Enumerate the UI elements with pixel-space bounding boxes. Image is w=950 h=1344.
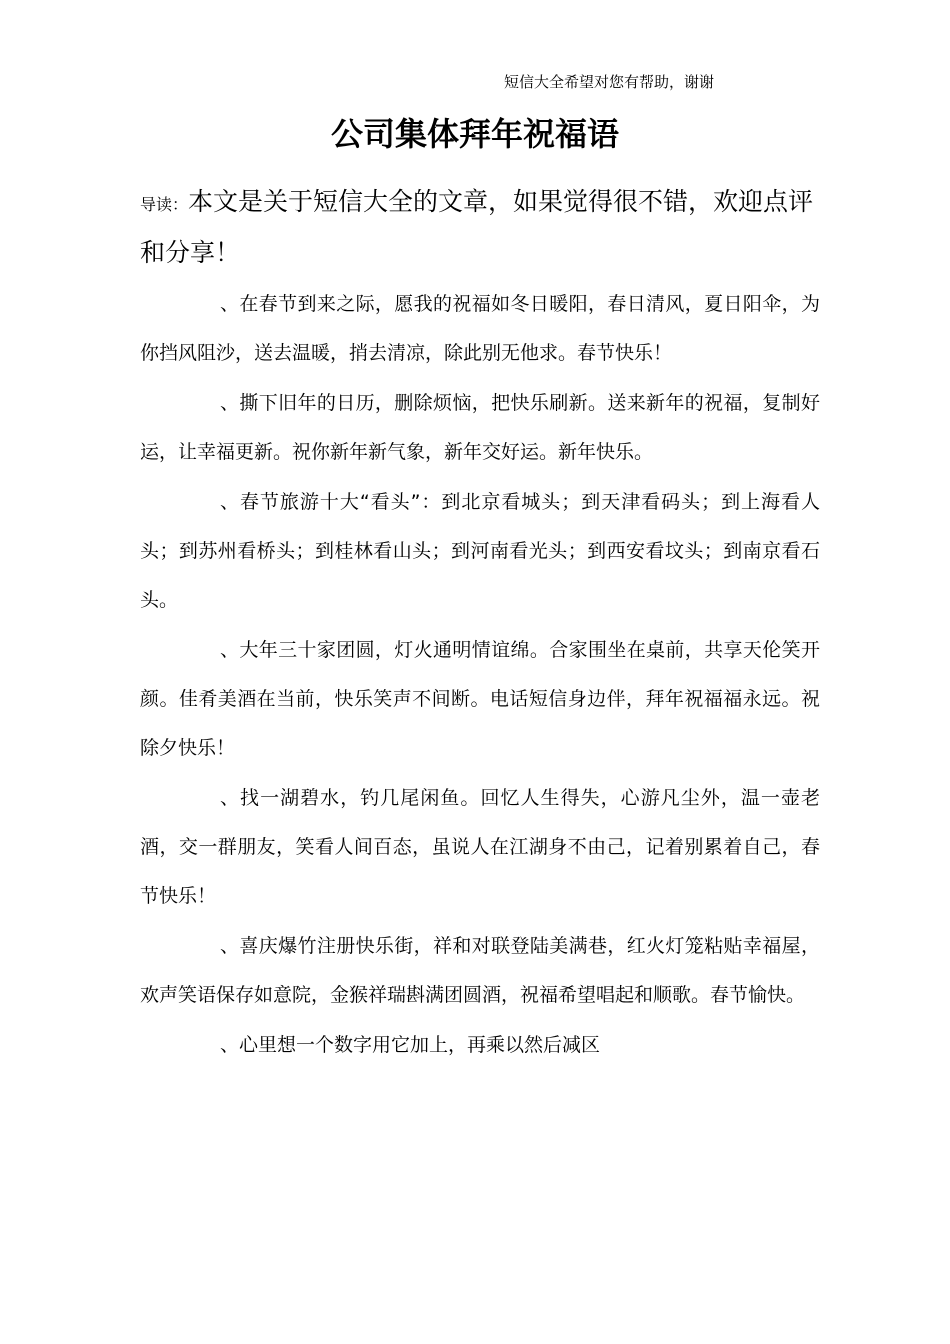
- intro-label: 导读：: [140, 195, 189, 214]
- document-title: 公司集体拜年祝福语: [330, 115, 619, 153]
- intro-paragraph: [140, 178, 820, 277]
- greeting-paragraph-6: 、喜庆爆竹注册快乐街，祥和对联登陆美满巷，红火灯笼粘贴幸福屋，欢声笑语保存如意院，金猴祥瑞斟满团圆酒，祝福希望唱起和顺歌。春节愉快。: [140, 935, 820, 1006]
- greeting-paragraph-4: 、大年三十家团圆，灯火通明情谊绵。合家围坐在桌前，共享天伦笑开颜。佳肴美酒在当前，快乐笑声不间断。电话短信身边伴，拜年祝福福永远。祝除夕快乐！: [140, 639, 820, 759]
- greeting-paragraph-3: 、春节旅游十大“看头”：到北京看城头；到天津看码头；到上海看人头；到苏州看桥头；到桂林看山头；到河南看光头；到西安看坟头；到南京看石头。: [140, 491, 820, 611]
- greeting-paragraph-5: 、找一湖碧水，钓几尾闲鱼。回忆人生得失，心游凡尘外，温一壶老酒，交一群朋友，笑看人间百态，虽说人在江湖身不由己，记着别累着自己，春节快乐！: [140, 787, 820, 907]
- header-note: 短信大全希望对您有帮助，谢谢: [504, 73, 715, 91]
- greeting-paragraph-1: 、在春节到来之际，愿我的祝福如冬日暖阳，春日清风，夏日阳伞，为你挡风阻沙，送去温暖，捎去清凉，除此别无他求。春节快乐！: [140, 293, 820, 364]
- greeting-paragraph-2: 、撕下旧年的日历，删除烦恼，把快乐刷新。送来新年的祝福，复制好运，让幸福更新。祝你新年新气象，新年交好运。新年快乐。: [140, 392, 820, 463]
- greeting-paragraph-7: 、心里想一个数字用它加上，再乘以然后减区: [220, 1034, 601, 1056]
- document-body: [140, 280, 820, 1071]
- intro-text: 本文是关于短信大全的文章，如果觉得很不错，欢迎点评和分享！: [140, 187, 814, 267]
